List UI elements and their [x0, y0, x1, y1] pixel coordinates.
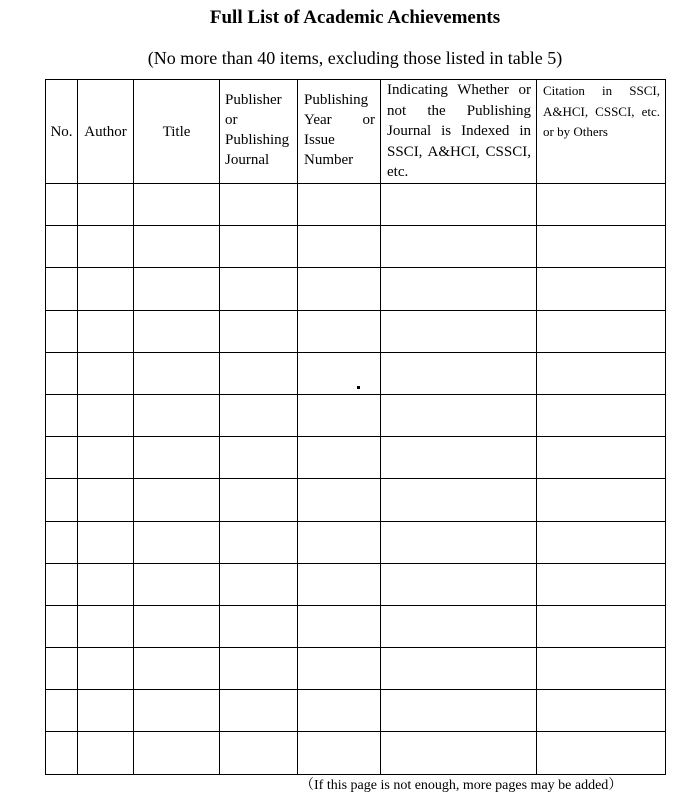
table-cell[interactable] [298, 184, 381, 226]
table-cell[interactable] [298, 732, 381, 774]
table-row [46, 605, 666, 647]
table-cell[interactable] [134, 394, 220, 436]
table-cell[interactable] [381, 226, 537, 268]
table-cell[interactable] [46, 268, 78, 310]
table-cell[interactable] [78, 479, 134, 521]
table-cell[interactable] [46, 184, 78, 226]
table-row [46, 732, 666, 774]
table-cell[interactable] [220, 268, 298, 310]
header-publisher [220, 80, 298, 184]
table-cell[interactable] [298, 479, 381, 521]
table-cell[interactable] [220, 226, 298, 268]
table-cell[interactable] [46, 521, 78, 563]
table-cell[interactable] [78, 648, 134, 690]
table-cell[interactable] [78, 732, 134, 774]
table-cell[interactable] [220, 479, 298, 521]
table-cell[interactable] [298, 648, 381, 690]
table-cell[interactable] [78, 352, 134, 394]
table-cell[interactable] [134, 521, 220, 563]
table-cell[interactable] [537, 563, 666, 605]
header-citation [537, 80, 666, 184]
table-cell[interactable] [537, 605, 666, 647]
table-cell[interactable] [46, 226, 78, 268]
table-cell[interactable] [46, 352, 78, 394]
table-cell[interactable] [134, 437, 220, 479]
table-cell[interactable] [298, 563, 381, 605]
table-cell[interactable] [78, 521, 134, 563]
header-indexed [381, 80, 537, 184]
table-cell[interactable] [537, 268, 666, 310]
table-cell[interactable] [220, 732, 298, 774]
table-cell[interactable] [381, 732, 537, 774]
table-cell[interactable] [298, 352, 381, 394]
table-cell[interactable] [537, 184, 666, 226]
table-row [46, 394, 666, 436]
table-cell[interactable] [298, 690, 381, 732]
table-cell[interactable] [78, 226, 134, 268]
table-cell[interactable] [381, 690, 537, 732]
table-cell[interactable] [134, 184, 220, 226]
table-row [46, 352, 666, 394]
table-row [46, 226, 666, 268]
stray-dot [357, 386, 360, 389]
table-row [46, 479, 666, 521]
table-cell[interactable] [134, 310, 220, 352]
table-row [46, 184, 666, 226]
table-row [46, 437, 666, 479]
header-title: Title [134, 80, 220, 184]
table-cell[interactable] [220, 521, 298, 563]
table-cell[interactable] [134, 226, 220, 268]
table-row [46, 310, 666, 352]
header-no: No. [46, 80, 78, 184]
header-indexed-text: Indicating Whether or not the Publishing Journal is Indexed in SSCI, A&HCI, CSSCI, etc. [387, 82, 531, 180]
table-cell[interactable] [381, 352, 537, 394]
table-cell[interactable] [537, 394, 666, 436]
table-cell[interactable] [537, 479, 666, 521]
header-year-text: Publishing Year or Issue Number [304, 92, 375, 168]
achievements-table [45, 79, 666, 775]
table-cell[interactable] [134, 268, 220, 310]
table-cell[interactable] [46, 310, 78, 352]
table-cell[interactable] [298, 310, 381, 352]
table-cell[interactable] [220, 394, 298, 436]
table-cell[interactable] [298, 394, 381, 436]
table-cell[interactable] [298, 521, 381, 563]
table-cell[interactable] [537, 352, 666, 394]
table-cell[interactable] [537, 310, 666, 352]
table-cell[interactable] [78, 605, 134, 647]
table-cell[interactable] [537, 437, 666, 479]
table-cell[interactable] [220, 310, 298, 352]
table-row [46, 690, 666, 732]
table-cell[interactable] [298, 268, 381, 310]
table-cell[interactable] [78, 394, 134, 436]
table-cell[interactable] [220, 648, 298, 690]
table-cell[interactable] [381, 605, 537, 647]
table-cell[interactable] [46, 437, 78, 479]
table-header-row [46, 80, 666, 184]
table-cell[interactable] [220, 352, 298, 394]
table-cell[interactable] [134, 563, 220, 605]
table-row [46, 521, 666, 563]
table-cell[interactable] [134, 605, 220, 647]
table-row [46, 648, 666, 690]
table-cell[interactable] [78, 437, 134, 479]
table-cell[interactable] [381, 184, 537, 226]
table-cell[interactable] [78, 563, 134, 605]
table-cell[interactable] [298, 226, 381, 268]
table-body [46, 184, 666, 775]
table-cell[interactable] [46, 690, 78, 732]
table-cell[interactable] [46, 479, 78, 521]
table-cell[interactable] [381, 563, 537, 605]
table-cell[interactable] [537, 732, 666, 774]
page-subtitle: (No more than 40 items, excluding those listed in table 5) [147, 48, 563, 68]
table-cell[interactable] [220, 563, 298, 605]
table-cell[interactable] [298, 605, 381, 647]
table-cell[interactable] [381, 268, 537, 310]
table-cell[interactable] [381, 437, 537, 479]
table-cell[interactable] [46, 563, 78, 605]
page-title: Full List of Academic Achievements [209, 7, 501, 28]
table-cell[interactable] [537, 226, 666, 268]
header-author: Author [78, 80, 134, 184]
table-row [46, 268, 666, 310]
table-cell[interactable] [220, 437, 298, 479]
table-cell[interactable] [134, 352, 220, 394]
table-cell[interactable] [46, 394, 78, 436]
table-cell[interactable] [78, 184, 134, 226]
header-publisher-text: Publisher or Publishing Journal [225, 92, 290, 168]
table-cell[interactable] [46, 605, 78, 647]
table-cell[interactable] [78, 690, 134, 732]
table-cell[interactable] [78, 310, 134, 352]
table-cell[interactable] [134, 648, 220, 690]
table-cell[interactable] [381, 648, 537, 690]
table-cell[interactable] [134, 479, 220, 521]
table-cell[interactable] [381, 479, 537, 521]
table-cell[interactable] [298, 437, 381, 479]
table-cell[interactable] [537, 648, 666, 690]
table-cell[interactable] [134, 732, 220, 774]
table-cell[interactable] [134, 690, 220, 732]
table-cell[interactable] [537, 690, 666, 732]
table-cell[interactable] [220, 184, 298, 226]
header-citation-text: Citation in SSCI, A&HCI, CSSCI, etc. or by Others [543, 83, 660, 139]
table-cell[interactable] [381, 521, 537, 563]
table-cell[interactable] [46, 732, 78, 774]
table-cell[interactable] [381, 394, 537, 436]
table-cell[interactable] [381, 310, 537, 352]
header-year [298, 80, 381, 184]
table-cell[interactable] [537, 521, 666, 563]
table-cell[interactable] [46, 648, 78, 690]
footer-note: （If this page is not enough, more pages may be added） [300, 778, 623, 793]
table-cell[interactable] [220, 690, 298, 732]
table-cell[interactable] [220, 605, 298, 647]
table-row [46, 563, 666, 605]
table-cell[interactable] [78, 268, 134, 310]
